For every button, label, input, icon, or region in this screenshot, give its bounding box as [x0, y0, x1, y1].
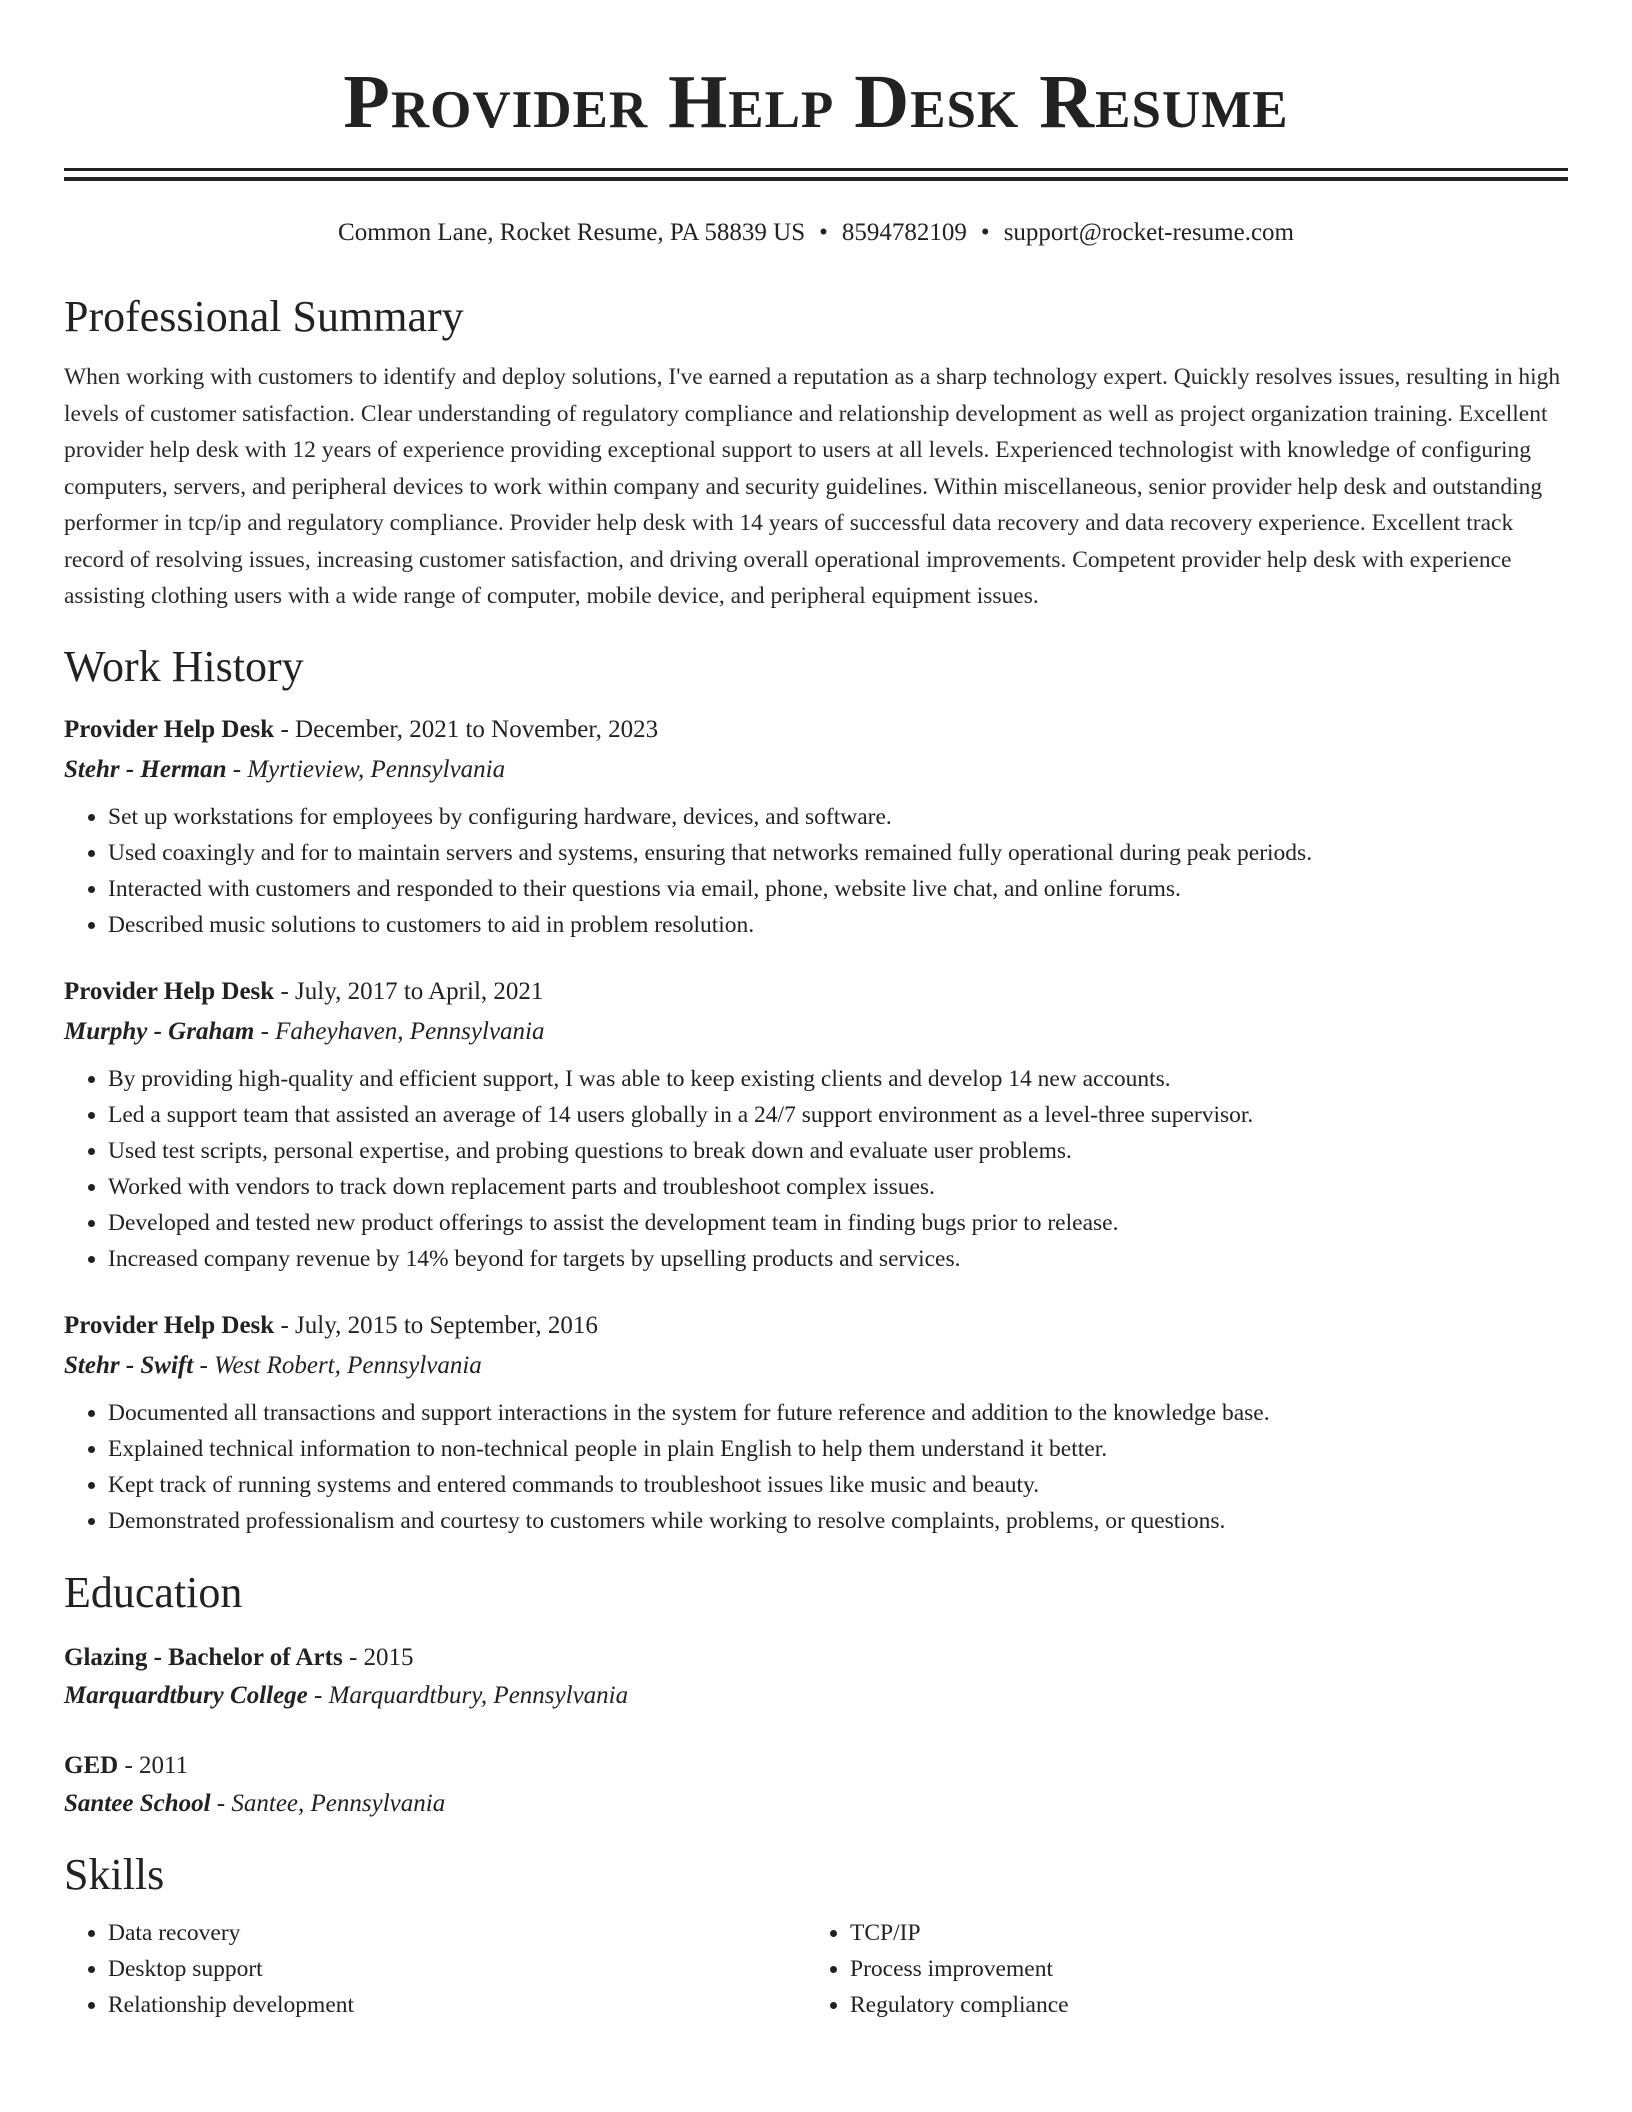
list-item: • Documented all transactions and support interactions in the system for future reference and addition to the knowledge base. — [108, 1395, 1568, 1431]
education-school: Marquardtbury College — [64, 1681, 308, 1709]
list-item: • Demonstrated professionalism and courtesy to customers while working to resolve complaints, problems, or questions. — [108, 1503, 1568, 1539]
job-company: Stehr - Swift — [64, 1351, 194, 1379]
job-entry — [64, 1309, 1568, 1539]
list-item: • Led a support team that assisted an average of 14 users globally in a 24/7 support environment as a level-three supervisor. — [108, 1097, 1568, 1133]
education-school: Santee School — [64, 1789, 211, 1817]
education-degree-line — [64, 1749, 1568, 1783]
job-company: Stehr - Herman — [64, 755, 227, 783]
list-item: • Developed and tested new product offerings to assist the development team in finding bugs prior to release. — [108, 1205, 1568, 1241]
section-heading-work-history: Work History — [64, 641, 304, 691]
job-org-line — [64, 1349, 1568, 1383]
skill-item: • Regulatory compliance — [850, 1987, 1548, 2023]
job-title: Provider Help Desk — [64, 1311, 275, 1339]
job-location: - Faheyhaven, Pennsylvania — [254, 1017, 545, 1045]
education-degree-line — [64, 1641, 1568, 1675]
job-location: - West Robert, Pennsylvania — [193, 1351, 482, 1379]
job-dates: - July, 2017 to April, 2021 — [274, 977, 544, 1005]
contact-separator: • — [980, 219, 990, 246]
list-item: • Used test scripts, personal expertise, and probing questions to break down and evaluate user problems. — [108, 1133, 1568, 1169]
contact-address: Common Lane, Rocket Resume, PA 58839 US — [338, 219, 806, 246]
section-heading-skills: Skills — [64, 1849, 165, 1899]
skill-item: • Desktop support — [108, 1951, 806, 1987]
list-item: • Used coaxingly and for to maintain servers and systems, ensuring that networks remained fully operational during peak periods. — [108, 835, 1568, 871]
job-dates: - July, 2015 to September, 2016 — [274, 1311, 598, 1339]
skill-item: • Process improvement — [850, 1951, 1548, 1987]
job-title-line — [64, 975, 1568, 1009]
skills-list-left — [64, 1915, 806, 2023]
skill-item: • TCP/IP — [850, 1915, 1548, 1951]
job-dates: - December, 2021 to November, 2023 — [274, 715, 659, 743]
section-heading-summary: Professional Summary — [64, 292, 464, 341]
job-bullets — [64, 799, 1568, 943]
job-title-line — [64, 1309, 1568, 1343]
list-item: • By providing high-quality and efficient support, I was able to keep existing clients and develop 14 new accounts. — [108, 1061, 1568, 1097]
job-entry — [64, 975, 1568, 1277]
skill-item: • Data recovery — [108, 1915, 806, 1951]
education-school-line — [64, 1679, 1568, 1713]
list-item: • Set up workstations for employees by configuring hardware, devices, and software. — [108, 799, 1568, 835]
contact-line — [64, 217, 1568, 249]
header-rule-top — [64, 168, 1568, 171]
job-location: - Myrtieview, Pennsylvania — [226, 755, 506, 783]
skill-item: • Relationship development — [108, 1987, 806, 2023]
list-item: • Interacted with customers and responded to their questions via email, phone, website live chat, and online forums. — [108, 871, 1568, 907]
job-entry — [64, 713, 1568, 943]
header-rule-bottom — [64, 177, 1568, 181]
education-year: - 2011 — [118, 1751, 189, 1779]
job-org-line — [64, 1015, 1568, 1049]
section-heading-education: Education — [64, 1567, 243, 1617]
job-title-line — [64, 713, 1568, 747]
education-year: - 2015 — [342, 1643, 414, 1671]
list-item: • Worked with vendors to track down replacement parts and troubleshoot complex issues. — [108, 1169, 1568, 1205]
page-title: Provider Help Desk Resume — [343, 60, 1289, 144]
list-item: • Increased company revenue by 14% beyond for targets by upselling products and services. — [108, 1241, 1568, 1277]
education-degree: Glazing - Bachelor of Arts — [64, 1643, 343, 1671]
list-item: • Described music solutions to customers to aid in problem resolution. — [108, 907, 1568, 943]
job-org-line — [64, 753, 1568, 787]
list-item: • Explained technical information to non-technical people in plain English to help them understand it better. — [108, 1431, 1568, 1467]
education-school-line — [64, 1787, 1568, 1821]
skills-columns — [64, 1915, 1568, 2023]
summary-text: When working with customers to identify and deploy solutions, I've earned a reputation as a sharp technology expert. Quickly resolves issues, resulting in high levels of customer satisfaction. Clear understanding of regulatory compliance and relationship development as well as project organization training. Excellent provider help desk with 12 years of experience providing exceptional support to users at all levels. Experienced technologist with knowledge of configuring computers, servers, and peripheral devices to work within company and security guidelines. Within miscellaneous, senior provider help desk and outstanding performer in tcp/ip and regulatory compliance. Provider help desk with 14 years of successful data recovery and data recovery experience. Excellent track record of resolving issues, increasing customer satisfaction, and driving overall operational improvements. Competent provider help desk with experience assisting clothing users with a wide range of computer, mobile device, and peripheral equipment issues. — [64, 364, 1561, 609]
skills-list-right — [806, 1915, 1548, 2023]
education-location: - Marquardtbury, Pennsylvania — [307, 1681, 629, 1709]
education-entry — [64, 1641, 1568, 1713]
education-entry — [64, 1749, 1568, 1821]
job-bullets — [64, 1061, 1568, 1277]
list-item: • Kept track of running systems and entered commands to troubleshoot issues like music and beauty. — [108, 1467, 1568, 1503]
contact-separator: • — [819, 219, 828, 246]
education-degree: GED — [64, 1751, 119, 1779]
education-location: - Santee, Pennsylvania — [210, 1789, 446, 1817]
contact-email: support@rocket-resume.com — [1003, 219, 1294, 246]
job-company: Murphy - Graham — [64, 1017, 255, 1045]
job-title: Provider Help Desk — [64, 977, 275, 1005]
job-bullets — [64, 1395, 1568, 1539]
job-title: Provider Help Desk — [64, 715, 275, 743]
contact-phone: 8594782109 — [841, 219, 967, 246]
